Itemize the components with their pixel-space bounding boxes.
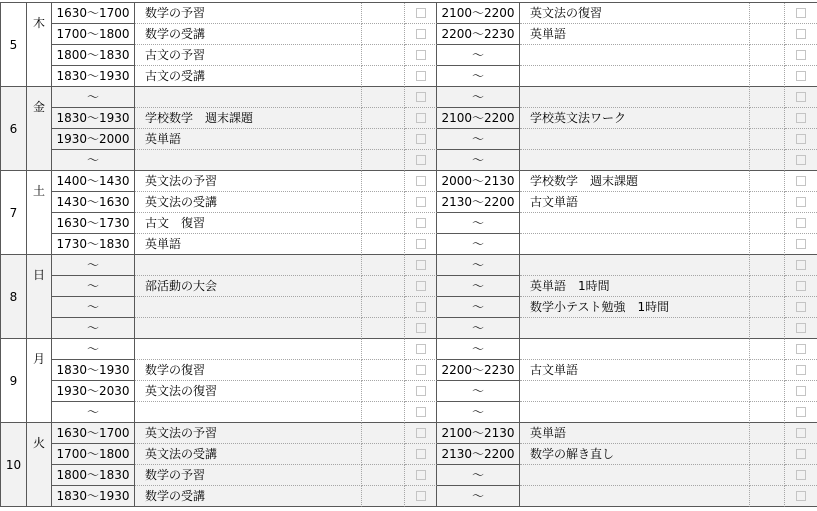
schedule-row (52, 171, 817, 192)
done-checkbox-1[interactable] (416, 155, 426, 165)
checkbox-cell-1 (405, 465, 437, 486)
schedule-row (52, 360, 817, 381)
checkbox-cell-1 (405, 213, 437, 234)
task-1 (135, 297, 362, 318)
schedule-row (52, 3, 817, 24)
spacer-cell-1 (362, 171, 405, 192)
task-1: 英文法の予習 (135, 423, 362, 444)
weekday-cell: 木 (27, 3, 52, 87)
spacer-cell-2 (750, 3, 785, 24)
checkbox-cell-2 (785, 150, 817, 171)
time-slot-2: 2100～2200 (437, 3, 520, 24)
checkbox-cell-2 (785, 276, 817, 297)
checkbox-cell-2 (785, 318, 817, 339)
done-checkbox-1[interactable] (416, 386, 426, 396)
schedule-row (52, 129, 817, 150)
schedule-row (52, 486, 817, 507)
task-2: 学校数学 週末課題 (520, 171, 750, 192)
checkbox-cell-2 (785, 66, 817, 87)
task-1 (135, 150, 362, 171)
schedule-row (52, 87, 817, 108)
task-1: 数学の受講 (135, 486, 362, 507)
task-1: 英単語 (135, 129, 362, 150)
task-1: 英文法の受講 (135, 444, 362, 465)
done-checkbox-2[interactable] (796, 71, 806, 81)
time-slot-2: 2100～2130 (437, 423, 520, 444)
spacer-cell-2 (750, 402, 785, 423)
spacer-cell-2 (750, 297, 785, 318)
day-rows (52, 3, 817, 87)
schedule-row (52, 402, 817, 423)
spacer-cell-2 (750, 381, 785, 402)
spacer-cell-2 (750, 465, 785, 486)
task-1: 英文法の予習 (135, 171, 362, 192)
time-slot-1: ～ (52, 150, 135, 171)
day-group (0, 3, 817, 87)
time-slot-2: 2100～2200 (437, 108, 520, 129)
schedule-row (52, 234, 817, 255)
task-1: 古文 復習 (135, 213, 362, 234)
checkbox-cell-1 (405, 192, 437, 213)
spacer-cell-2 (750, 360, 785, 381)
done-checkbox-1[interactable] (416, 71, 426, 81)
spacer-cell-1 (362, 129, 405, 150)
checkbox-cell-2 (785, 3, 817, 24)
task-2 (520, 465, 750, 486)
day-group (0, 423, 817, 507)
time-slot-1: 1700～1800 (52, 24, 135, 45)
task-2 (520, 213, 750, 234)
done-checkbox-1[interactable] (416, 176, 426, 186)
task-1 (135, 255, 362, 276)
time-slot-1: 1630～1700 (52, 423, 135, 444)
task-1: 学校数学 週末課題 (135, 108, 362, 129)
day-group (0, 339, 817, 423)
checkbox-cell-2 (785, 129, 817, 150)
spacer-cell-1 (362, 255, 405, 276)
checkbox-cell-2 (785, 87, 817, 108)
task-2: 英単語 (520, 24, 750, 45)
task-1: 英単語 (135, 234, 362, 255)
checkbox-cell-1 (405, 276, 437, 297)
day-group (0, 255, 817, 339)
task-2 (520, 234, 750, 255)
checkbox-cell-1 (405, 66, 437, 87)
spacer-cell-2 (750, 255, 785, 276)
day-rows (52, 255, 817, 339)
task-1 (135, 87, 362, 108)
spacer-cell-1 (362, 66, 405, 87)
spacer-cell-2 (750, 87, 785, 108)
spacer-cell-2 (750, 213, 785, 234)
schedule-row (52, 381, 817, 402)
time-slot-1: 1930～2030 (52, 381, 135, 402)
checkbox-cell-2 (785, 360, 817, 381)
spacer-cell-1 (362, 444, 405, 465)
time-slot-2: ～ (437, 339, 520, 360)
time-slot-1: 1630～1730 (52, 213, 135, 234)
schedule-row (52, 108, 817, 129)
schedule-row (52, 423, 817, 444)
day-rows (52, 339, 817, 423)
checkbox-cell-1 (405, 360, 437, 381)
task-2 (520, 129, 750, 150)
time-slot-2: ～ (437, 234, 520, 255)
checkbox-cell-1 (405, 129, 437, 150)
spacer-cell-1 (362, 381, 405, 402)
spacer-cell-1 (362, 486, 405, 507)
schedule-row (52, 465, 817, 486)
checkbox-cell-2 (785, 108, 817, 129)
done-checkbox-2[interactable] (796, 92, 806, 102)
done-checkbox-2[interactable] (796, 323, 806, 333)
date-cell: 5 (0, 3, 27, 87)
checkbox-cell-1 (405, 171, 437, 192)
done-checkbox-1[interactable] (416, 470, 426, 480)
done-checkbox-2[interactable] (796, 260, 806, 270)
spacer-cell-1 (362, 150, 405, 171)
time-slot-2: ～ (437, 150, 520, 171)
spacer-cell-1 (362, 297, 405, 318)
checkbox-cell-1 (405, 45, 437, 66)
spacer-cell-2 (750, 24, 785, 45)
weekday-cell: 金 (27, 87, 52, 171)
time-slot-1: 1830～1930 (52, 486, 135, 507)
checkbox-cell-2 (785, 171, 817, 192)
spacer-cell-2 (750, 192, 785, 213)
schedule-row (52, 318, 817, 339)
checkbox-cell-1 (405, 444, 437, 465)
spacer-cell-1 (362, 318, 405, 339)
done-checkbox-2[interactable] (796, 176, 806, 186)
weekday-cell: 土 (27, 171, 52, 255)
done-checkbox-2[interactable] (796, 113, 806, 123)
time-slot-1: 1800～1830 (52, 465, 135, 486)
checkbox-cell-2 (785, 465, 817, 486)
spacer-cell-2 (750, 234, 785, 255)
day-group (0, 87, 817, 171)
done-checkbox-2[interactable] (796, 281, 806, 291)
spacer-cell-2 (750, 66, 785, 87)
done-checkbox-2[interactable] (796, 8, 806, 18)
done-checkbox-1[interactable] (416, 197, 426, 207)
spacer-cell-2 (750, 150, 785, 171)
task-2: 古文単語 (520, 192, 750, 213)
done-checkbox-2[interactable] (796, 155, 806, 165)
checkbox-cell-1 (405, 402, 437, 423)
time-slot-2: ～ (437, 465, 520, 486)
done-checkbox-2[interactable] (796, 218, 806, 228)
done-checkbox-2[interactable] (796, 302, 806, 312)
done-checkbox-2[interactable] (796, 197, 806, 207)
task-2: 英文法の復習 (520, 3, 750, 24)
spacer-cell-1 (362, 213, 405, 234)
done-checkbox-2[interactable] (796, 449, 806, 459)
time-slot-2: ～ (437, 402, 520, 423)
checkbox-cell-2 (785, 45, 817, 66)
time-slot-1: 1830～1930 (52, 108, 135, 129)
task-2: 学校英文法ワーク (520, 108, 750, 129)
checkbox-cell-1 (405, 255, 437, 276)
time-slot-2: 2200～2230 (437, 24, 520, 45)
date-cell: 9 (0, 339, 27, 423)
time-slot-2: ～ (437, 129, 520, 150)
time-slot-1: 1730～1830 (52, 234, 135, 255)
done-checkbox-1[interactable] (416, 8, 426, 18)
task-2 (520, 66, 750, 87)
schedule-row (52, 66, 817, 87)
time-slot-1: ～ (52, 318, 135, 339)
checkbox-cell-1 (405, 234, 437, 255)
checkbox-cell-1 (405, 423, 437, 444)
task-2: 古文単語 (520, 360, 750, 381)
done-checkbox-2[interactable] (796, 407, 806, 417)
schedule-row (52, 213, 817, 234)
done-checkbox-1[interactable] (416, 449, 426, 459)
time-slot-1: 1400～1430 (52, 171, 135, 192)
spacer-cell-1 (362, 423, 405, 444)
spacer-cell-1 (362, 465, 405, 486)
study-schedule-table (0, 2, 817, 507)
date-cell: 8 (0, 255, 27, 339)
done-checkbox-2[interactable] (796, 428, 806, 438)
task-2 (520, 402, 750, 423)
day-group (0, 171, 817, 255)
time-slot-1: 1630～1700 (52, 3, 135, 24)
checkbox-cell-1 (405, 87, 437, 108)
spacer-cell-1 (362, 3, 405, 24)
schedule-row (52, 339, 817, 360)
done-checkbox-2[interactable] (796, 344, 806, 354)
done-checkbox-1[interactable] (416, 260, 426, 270)
schedule-row (52, 444, 817, 465)
task-2 (520, 339, 750, 360)
checkbox-cell-2 (785, 213, 817, 234)
done-checkbox-2[interactable] (796, 134, 806, 144)
spacer-cell-1 (362, 108, 405, 129)
done-checkbox-1[interactable] (416, 323, 426, 333)
done-checkbox-1[interactable] (416, 302, 426, 312)
done-checkbox-1[interactable] (416, 407, 426, 417)
checkbox-cell-1 (405, 297, 437, 318)
time-slot-1: 1830～1930 (52, 66, 135, 87)
time-slot-1: 1800～1830 (52, 45, 135, 66)
task-2 (520, 381, 750, 402)
time-slot-1: 1430～1630 (52, 192, 135, 213)
task-2: 英単語 1時間 (520, 276, 750, 297)
done-checkbox-2[interactable] (796, 386, 806, 396)
date-cell: 7 (0, 171, 27, 255)
time-slot-2: ～ (437, 213, 520, 234)
checkbox-cell-2 (785, 255, 817, 276)
checkbox-cell-2 (785, 234, 817, 255)
time-slot-2: ～ (437, 45, 520, 66)
time-slot-2: 2130～2200 (437, 192, 520, 213)
time-slot-1: 1700～1800 (52, 444, 135, 465)
time-slot-2: 2130～2200 (437, 444, 520, 465)
task-1 (135, 339, 362, 360)
time-slot-2: 2200～2230 (437, 360, 520, 381)
task-1: 古文の受講 (135, 66, 362, 87)
checkbox-cell-1 (405, 339, 437, 360)
spacer-cell-2 (750, 444, 785, 465)
spacer-cell-1 (362, 402, 405, 423)
schedule-row (52, 192, 817, 213)
time-slot-2: ～ (437, 297, 520, 318)
done-checkbox-2[interactable] (796, 365, 806, 375)
time-slot-1: ～ (52, 255, 135, 276)
checkbox-cell-2 (785, 402, 817, 423)
done-checkbox-1[interactable] (416, 491, 426, 501)
time-slot-1: 1930～2000 (52, 129, 135, 150)
schedule-row (52, 24, 817, 45)
weekday-cell: 火 (27, 423, 52, 507)
task-2: 数学の解き直し (520, 444, 750, 465)
date-cell: 6 (0, 87, 27, 171)
done-checkbox-1[interactable] (416, 428, 426, 438)
task-2 (520, 486, 750, 507)
time-slot-1: ～ (52, 402, 135, 423)
checkbox-cell-1 (405, 108, 437, 129)
checkbox-cell-2 (785, 423, 817, 444)
done-checkbox-1[interactable] (416, 113, 426, 123)
time-slot-1: ～ (52, 339, 135, 360)
checkbox-cell-2 (785, 297, 817, 318)
task-1: 英文法の復習 (135, 381, 362, 402)
spacer-cell-1 (362, 339, 405, 360)
spacer-cell-2 (750, 423, 785, 444)
task-1 (135, 402, 362, 423)
task-2 (520, 318, 750, 339)
checkbox-cell-1 (405, 318, 437, 339)
task-2 (520, 150, 750, 171)
spacer-cell-2 (750, 171, 785, 192)
task-1: 古文の予習 (135, 45, 362, 66)
time-slot-1: ～ (52, 297, 135, 318)
spacer-cell-1 (362, 87, 405, 108)
done-checkbox-1[interactable] (416, 239, 426, 249)
schedule-row (52, 45, 817, 66)
checkbox-cell-2 (785, 381, 817, 402)
done-checkbox-1[interactable] (416, 365, 426, 375)
spacer-cell-1 (362, 276, 405, 297)
task-2 (520, 45, 750, 66)
time-slot-2: ～ (437, 381, 520, 402)
day-rows (52, 87, 817, 171)
task-1: 数学の予習 (135, 3, 362, 24)
task-1: 数学の復習 (135, 360, 362, 381)
spacer-cell-2 (750, 318, 785, 339)
task-2 (520, 255, 750, 276)
done-checkbox-2[interactable] (796, 29, 806, 39)
time-slot-2: 2000～2130 (437, 171, 520, 192)
weekday-cell: 日 (27, 255, 52, 339)
task-1: 英文法の受講 (135, 192, 362, 213)
time-slot-2: ～ (437, 255, 520, 276)
task-2: 数学小テスト勉強 1時間 (520, 297, 750, 318)
schedule-row (52, 255, 817, 276)
checkbox-cell-2 (785, 444, 817, 465)
checkbox-cell-2 (785, 486, 817, 507)
task-1: 数学の予習 (135, 465, 362, 486)
schedule-row (52, 276, 817, 297)
date-cell: 10 (0, 423, 27, 507)
spacer-cell-1 (362, 360, 405, 381)
done-checkbox-1[interactable] (416, 218, 426, 228)
done-checkbox-1[interactable] (416, 29, 426, 39)
done-checkbox-1[interactable] (416, 344, 426, 354)
task-2 (520, 87, 750, 108)
spacer-cell-1 (362, 192, 405, 213)
day-rows (52, 171, 817, 255)
checkbox-cell-1 (405, 150, 437, 171)
done-checkbox-1[interactable] (416, 50, 426, 60)
spacer-cell-2 (750, 339, 785, 360)
spacer-cell-2 (750, 486, 785, 507)
task-2: 英単語 (520, 423, 750, 444)
done-checkbox-1[interactable] (416, 281, 426, 291)
weekday-cell: 月 (27, 339, 52, 423)
task-1: 数学の受講 (135, 24, 362, 45)
checkbox-cell-2 (785, 192, 817, 213)
time-slot-2: ～ (437, 87, 520, 108)
spacer-cell-1 (362, 234, 405, 255)
spacer-cell-1 (362, 45, 405, 66)
done-checkbox-2[interactable] (796, 239, 806, 249)
time-slot-1: 1830～1930 (52, 360, 135, 381)
checkbox-cell-1 (405, 24, 437, 45)
done-checkbox-1[interactable] (416, 92, 426, 102)
schedule-row (52, 297, 817, 318)
spacer-cell-2 (750, 108, 785, 129)
spacer-cell-1 (362, 24, 405, 45)
done-checkbox-2[interactable] (796, 470, 806, 480)
time-slot-1: ～ (52, 87, 135, 108)
time-slot-2: ～ (437, 318, 520, 339)
checkbox-cell-2 (785, 24, 817, 45)
spacer-cell-2 (750, 45, 785, 66)
time-slot-2: ～ (437, 486, 520, 507)
spacer-cell-2 (750, 129, 785, 150)
spacer-cell-2 (750, 276, 785, 297)
time-slot-1: ～ (52, 276, 135, 297)
task-1 (135, 318, 362, 339)
checkbox-cell-1 (405, 486, 437, 507)
task-1: 部活動の大会 (135, 276, 362, 297)
checkbox-cell-1 (405, 381, 437, 402)
day-rows (52, 423, 817, 507)
time-slot-2: ～ (437, 66, 520, 87)
time-slot-2: ～ (437, 276, 520, 297)
done-checkbox-2[interactable] (796, 50, 806, 60)
done-checkbox-1[interactable] (416, 134, 426, 144)
schedule-row (52, 150, 817, 171)
done-checkbox-2[interactable] (796, 491, 806, 501)
checkbox-cell-2 (785, 339, 817, 360)
checkbox-cell-1 (405, 3, 437, 24)
